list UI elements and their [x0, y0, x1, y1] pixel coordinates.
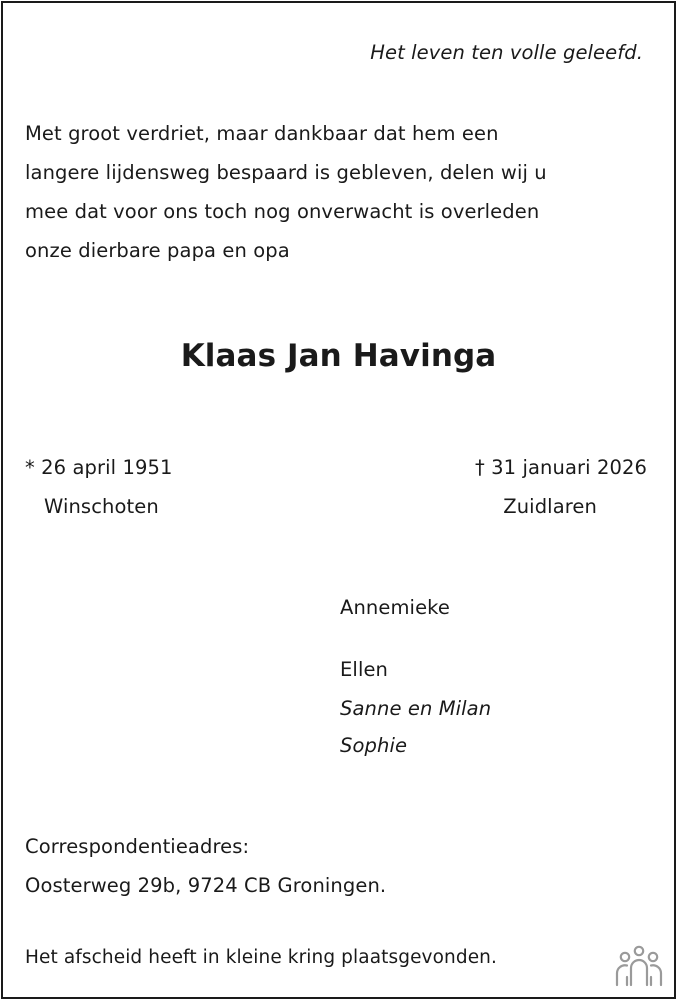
intro-line: onze dierbare papa en opa	[25, 239, 290, 262]
family-grandchild: Sophie	[340, 734, 408, 757]
correspondence-address: Oosterweg 29b, 9724 CB Groningen.	[25, 874, 387, 897]
intro-line: mee dat voor ons toch nog onverwacht is overleden	[25, 200, 540, 223]
death-date: † 31 januari 2026	[475, 456, 647, 479]
motto: Het leven ten volle geleefd.	[370, 41, 643, 64]
intro-text	[25, 114, 665, 270]
family-member: Annemieke	[340, 596, 450, 619]
family-people-icon	[614, 942, 664, 988]
deceased-name: Klaas Jan Havinga	[180, 338, 497, 374]
closing-note: Het afscheid heeft in kleine kring plaatsgevonden.	[25, 947, 497, 968]
birth-place: Winschoten	[44, 495, 159, 518]
death-place: Zuidlaren	[503, 495, 597, 518]
correspondence-label: Correspondentieadres:	[25, 835, 250, 858]
family-grandchildren: Sanne en Milan	[340, 697, 492, 720]
intro-line: langere lijdensweg bespaard is gebleven, delen wij u	[25, 161, 547, 184]
birth-date: * 26 april 1951	[25, 456, 173, 479]
family-member: Ellen	[340, 658, 389, 681]
intro-line: Met groot verdriet, maar dankbaar dat hem een	[25, 122, 499, 145]
